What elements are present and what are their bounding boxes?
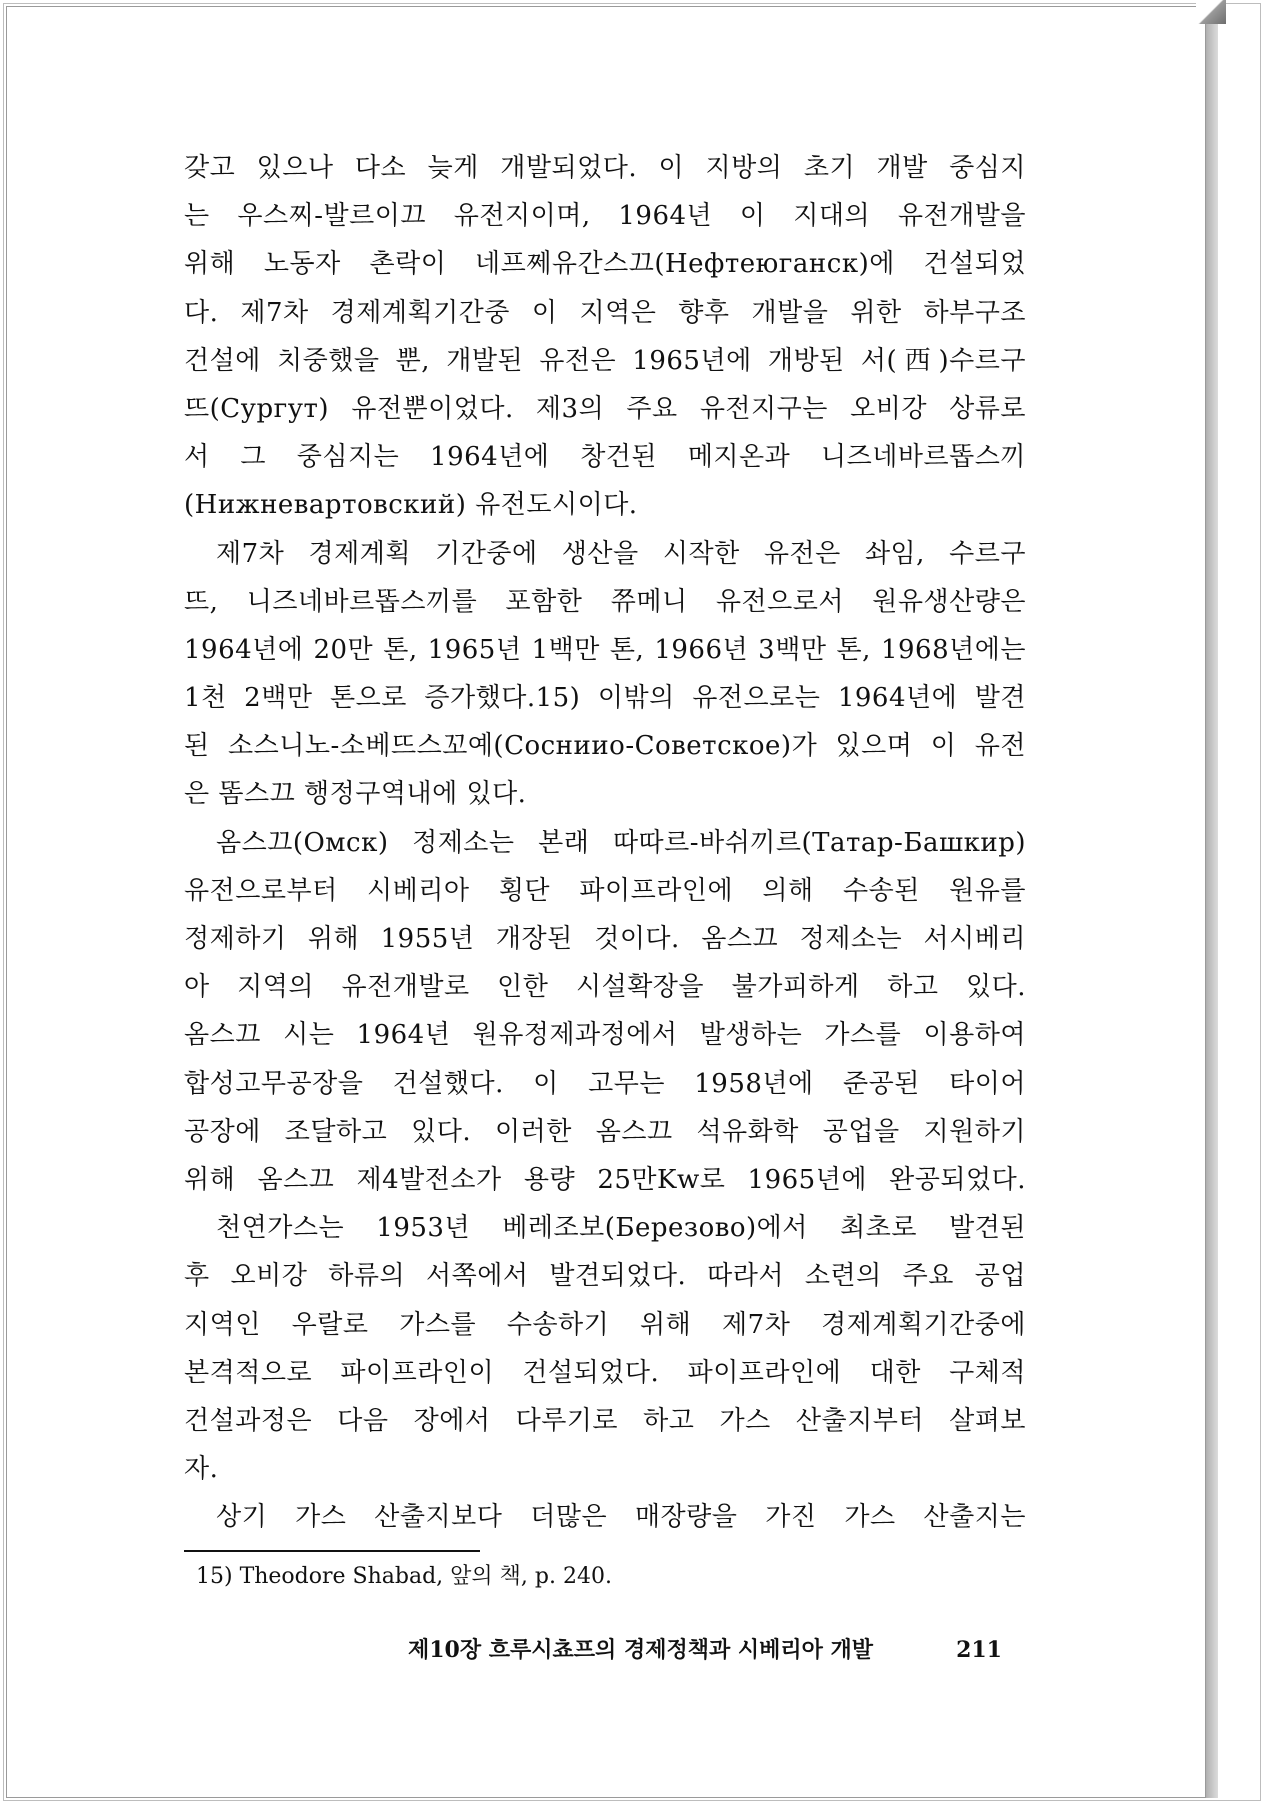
text-line: 뜨, 니즈네바르똡스끼를 포함한 쮸메니 유전으로서 원유생산량은	[184, 586, 1026, 617]
paragraph-start-line: 옴스끄(Омск) 정제소는 본래 따따르-바쉬끼르(Татар-Башкир)	[216, 827, 1026, 858]
text-line: 갖고 있으나 다소 늦게 개발되었다. 이 지방의 초기 개발 중심지	[184, 153, 1026, 183]
running-footer	[408, 1634, 1002, 1666]
paragraph-start-line: 천연가스는 1953년 베레조보(Березово)에서 최초로 발견된	[216, 1213, 1026, 1244]
text-line: 본격적으로 파이프라인이 건설되었다. 파이프라인에 대한 구체적	[184, 1357, 1026, 1388]
text-line: 아 지역의 유전개발로 인한 시설확장을 불가피하게 하고 있다.	[184, 972, 1026, 1003]
text-line: 서 그 중심지는 1964년에 창건된 메지온과 니즈네바르똡스끼	[184, 442, 1026, 473]
running-title: 제10장 흐루시쵸프의 경제정책과 시베리아 개발	[408, 1637, 874, 1663]
paragraph-start-line: 상기 가스 산출지보다 더많은 매장량을 가진 가스 산출지는	[216, 1502, 1026, 1533]
text-line: (Нижневартовский) 유전도시이다.	[184, 490, 638, 521]
text-line: 옴스끄 시는 1964년 원유정제과정에서 발생하는 가스를 이용하여	[184, 1020, 1026, 1051]
text-line: 1천 2백만 톤으로 증가했다.15) 이밖의 유전으로는 1964년에 발견	[184, 683, 1026, 714]
page-number: 211	[956, 1637, 1002, 1663]
text-line: 후 오비강 하류의 서쪽에서 발견되었다. 따라서 소련의 주요 공업	[184, 1261, 1026, 1292]
paragraph-start-line: 제7차 경제계획 기간중에 생산을 시작한 유전은 솨임, 수르구	[216, 538, 1026, 569]
text-line: 위해 옴스끄 제4발전소가 용량 25만Kw로 1965년에 완공되었다.	[184, 1164, 1026, 1195]
text-line: 된 소스니노-소베뜨스꼬예(Сосниио-Советское)가 있으며 이 유전	[184, 731, 1026, 762]
text-line: 지역인 우랄로 가스를 수송하기 위해 제7차 경제계획기간중에	[184, 1309, 1026, 1340]
text-line: 건설과정은 다음 장에서 다루기로 하고 가스 산출지부터 살펴보	[184, 1405, 1026, 1436]
text-line: 건설에 치중했을 뿐, 개발된 유전은 1965년에 개방된 서(西)수르구	[184, 345, 1026, 376]
text-line: 뜨(Сургут) 유전뿐이었다. 제3의 주요 유전지구는 오비강 상류로	[184, 393, 1026, 424]
footnote: 15) Theodore Shabad, 앞의 책, p. 240.	[196, 1564, 612, 1589]
text-line: 1964년에 20만 톤, 1965년 1백만 톤, 1966년 3백만 톤, 1968년에는	[184, 634, 1026, 665]
text-line: 유전으로부터 시베리아 횡단 파이프라인에 의해 수송된 원유를	[184, 875, 1026, 906]
text-line: 합성고무공장을 건설했다. 이 고무는 1958년에 준공된 타이어	[184, 1068, 1026, 1099]
body-text	[184, 144, 1026, 1541]
text-line: 다. 제7차 경제계획기간중 이 지역은 향후 개발을 위한 하부구조	[184, 297, 1026, 328]
text-line: 공장에 조달하고 있다. 이러한 옴스끄 석유화학 공업을 지원하기	[184, 1116, 1026, 1147]
text-line: 정제하기 위해 1955년 개장된 것이다. 옴스끄 정제소는 서시베리	[184, 924, 1026, 954]
text-line: 자.	[184, 1454, 219, 1485]
footnote-divider	[184, 1550, 480, 1552]
text-line: 위해 노동자 촌락이 네프쩨유간스끄(Нефтеюганск)에 건설되었	[184, 249, 1026, 280]
page-curl-corner	[1196, 0, 1226, 24]
text-line: 는 우스찌-발르이끄 유전지이며, 1964년 이 지대의 유전개발을	[184, 201, 1026, 232]
text-line: 은 똠스끄 행정구역내에 있다.	[184, 779, 527, 810]
